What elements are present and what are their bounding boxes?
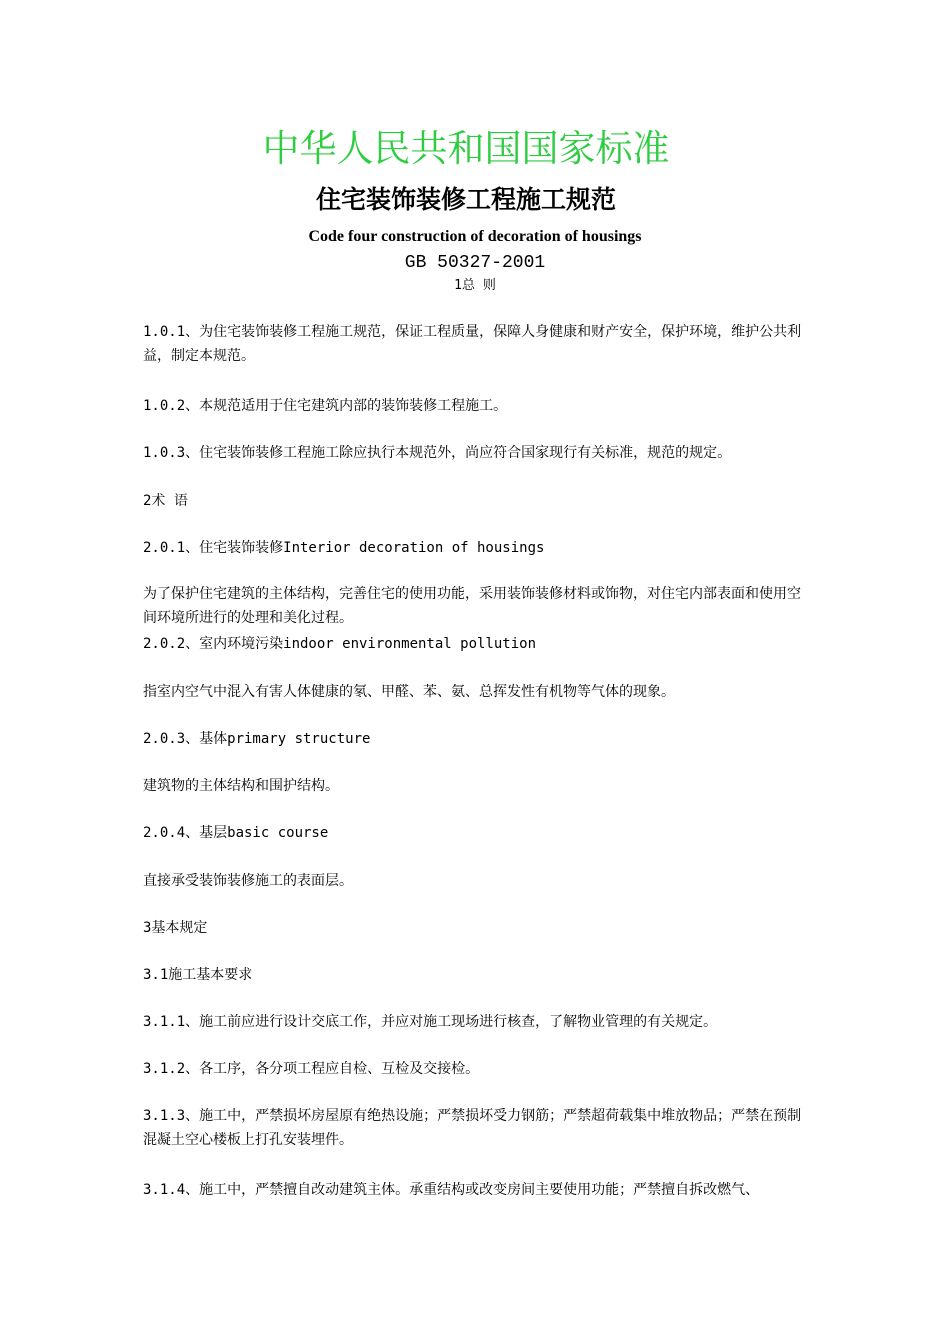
term-2-0-2: 2.0.2、室内环境污染indoor environmental pollution xyxy=(143,636,537,652)
term-2-0-4-definition: 直接承受装饰装修施工的表面层。 xyxy=(143,873,353,889)
clause-3-1-2: 3.1.2、各工序，各分项工程应自检、互检及交接检。 xyxy=(143,1061,480,1077)
chapter-heading-3: 3基本规定 xyxy=(143,920,208,936)
section-heading-3-1: 3.1施工基本要求 xyxy=(143,967,253,983)
english-title: Code four construction of decoration of housings xyxy=(308,228,642,245)
standard-code: GB 50327-2001 xyxy=(404,253,546,273)
chapter-heading-2: 2术 语 xyxy=(143,493,188,509)
term-2-0-3-definition: 建筑物的主体结构和围护结构。 xyxy=(143,778,339,794)
clause-3-1-1: 3.1.1、施工前应进行设计交底工作，并应对施工现场进行核查，了解物业管理的有关规定。 xyxy=(143,1014,718,1030)
term-2-0-1-definition: 为了保护住宅建筑的主体结构，完善住宅的使用功能，采用装饰装修材料或饰物，对住宅内部表面和使用空间环境所进行的处理和美化过程。 xyxy=(143,586,801,626)
term-2-0-3: 2.0.3、基体primary structure xyxy=(143,731,371,747)
document-title: 住宅装饰装修工程施工规范 xyxy=(315,185,616,214)
clause-1-0-3: 1.0.3、住宅装饰装修工程施工除应执行本规范外，尚应符合国家现行有关标准，规范的规定。 xyxy=(143,445,732,461)
chapter-heading-1: 1总 则 xyxy=(454,278,496,293)
term-2-0-4: 2.0.4、基层basic course xyxy=(143,825,329,841)
term-2-0-1: 2.0.1、住宅装饰装修Interior decoration of housings xyxy=(143,540,545,556)
clause-1-0-1: 1.0.1、为住宅装饰装修工程施工规范，保证工程质量，保障人身健康和财产安全，保护环境，维护公共利益，制定本规范。 xyxy=(143,324,802,364)
clause-3-1-4: 3.1.4、施工中，严禁擅自改动建筑主体。承重结构或改变房间主要使用功能；严禁擅自拆改燃气、 xyxy=(143,1182,760,1198)
term-2-0-2-definition: 指室内空气中混入有害人体健康的氡、甲醛、苯、氨、总挥发性有机物等气体的现象。 xyxy=(143,684,675,700)
clause-1-0-2: 1.0.2、本规范适用于住宅建筑内部的装饰装修工程施工。 xyxy=(143,398,508,414)
standard-title: 中华人民共和国国家标准 xyxy=(262,127,670,170)
clause-3-1-3: 3.1.3、施工中，严禁损坏房屋原有绝热设施；严禁损坏受力钢筋；严禁超荷载集中堆放物品；严禁在预制混凝土空心楼板上打孔安装埋件。 xyxy=(143,1108,802,1148)
